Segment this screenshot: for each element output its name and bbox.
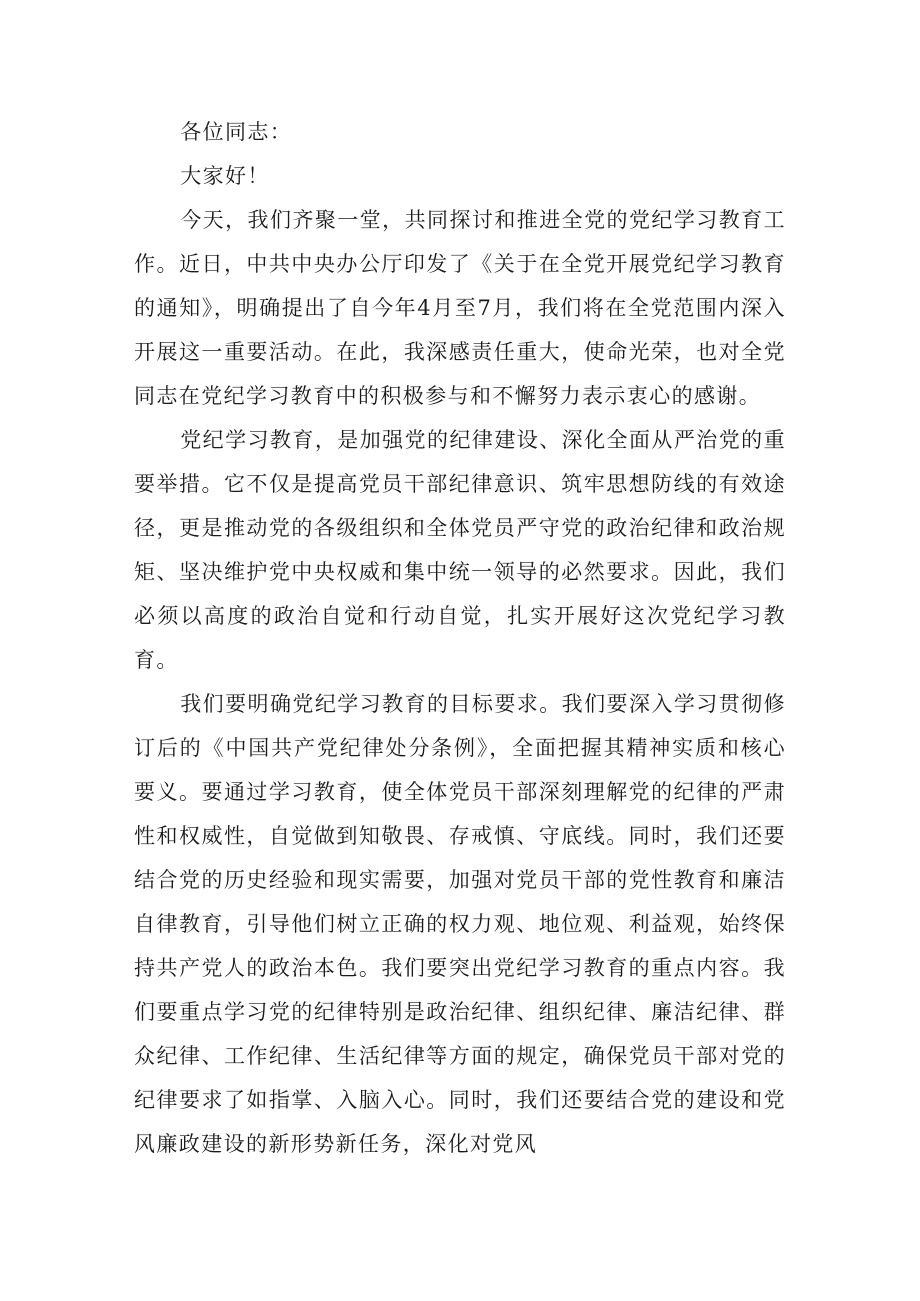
- paragraph-significance: 党纪学习教育，是加强党的纪律建设、深化全面从严治党的重要举措。它不仅是提高党员干部纪律意识、筑牢思想防线的有效途径，更是推动党的各级组织和全体党员严守党的政治纪律和政治规矩、坚决维护党中央权威和集中统一领导的必然要求。因此，我们必须以高度的政治自觉和行动自觉，扎实开展好这次党纪学习教育。: [134, 428, 786, 672]
- paragraph-goals: 我们要明确党纪学习教育的目标要求。我们要深入学习贯彻修订后的《中国共产党纪律处分条例》，全面把握其精神实质和核心要义。要通过学习教育，使全体党员干部深刻理解党的纪律的严肃性和权威性，自觉做到知敬畏、存戒慎、守底线。同时，我们还要结合党的历史经验和现实需要，加强对党员干部的党性教育和廉洁自律教育，引导他们树立正确的权力观、地位观、利益观，始终保持共产党人的政治本色。我们要突出党纪学习教育的重点内容。我们要重点学习党的纪律特别是政治纪律、组织纪律、廉洁纪律、群众纪律、工作纪律、生活纪律等方面的规定，确保党员干部对党的纪律要求了如指掌、入脑入心。同时，我们还要结合党的建设和党风廉政建设的新形势新任务，深化对党风: [134, 692, 786, 1156]
- greeting: 大家好！: [180, 164, 270, 188]
- speech-body: [134, 110, 786, 1166]
- paragraph-intro: 今天，我们齐聚一堂，共同探讨和推进全党的党纪学习教育工作。近日，中共中央办公厅印发了《关于在全党开展党纪学习教育的通知》，明确提出了自今年4月至7月，我们将在全党范围内深入开展这一重要活动。在此，我深感责任重大，使命光荣，也对全党同志在党纪学习教育中的积极参与和不懈努力表示衷心的感谢。: [134, 208, 786, 408]
- salutation: 各位同志：: [180, 120, 293, 144]
